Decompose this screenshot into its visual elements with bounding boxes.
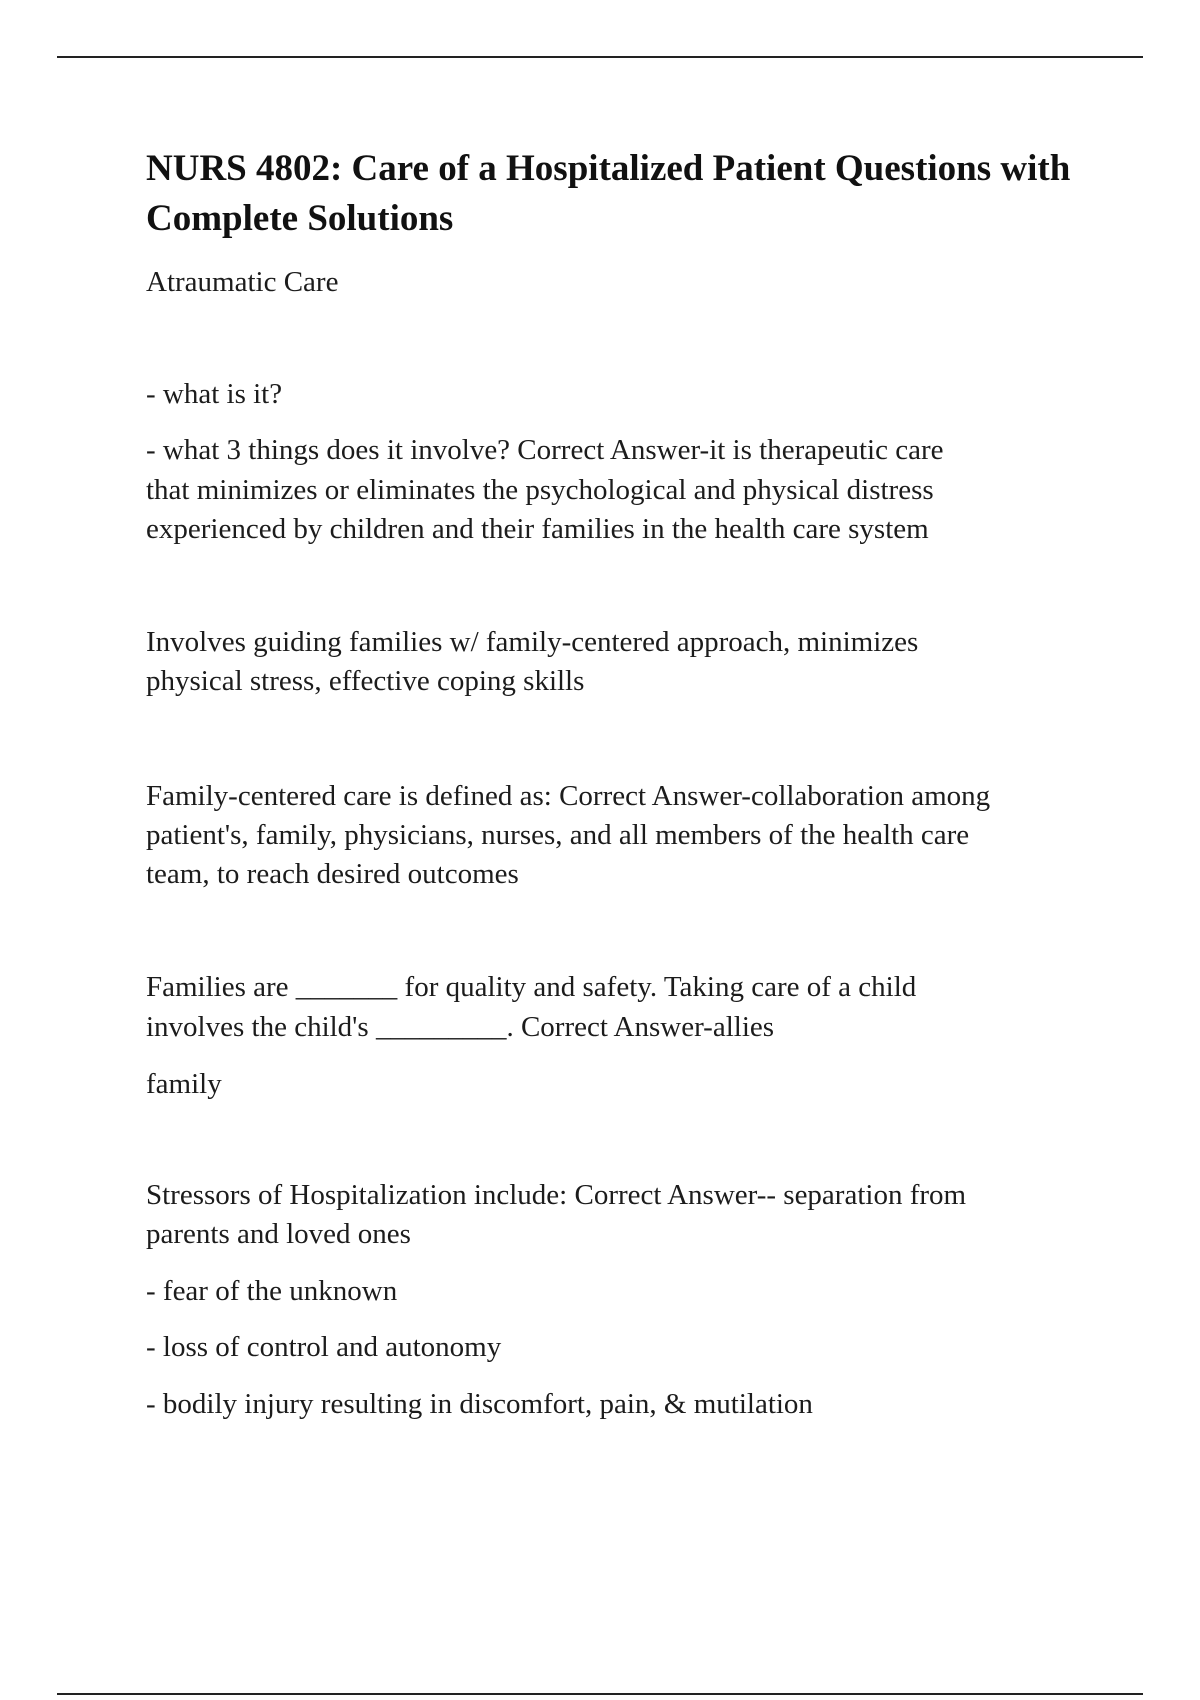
text-line: - bodily injury resulting in discomfort, pain, & mutilation: [146, 1388, 813, 1420]
text-line: team, to reach desired outcomes: [146, 858, 519, 890]
text-line: experienced by children and their families in the health care system: [146, 513, 929, 545]
header-rule: [57, 56, 1143, 58]
text-line: parents and loved ones: [146, 1218, 411, 1250]
text-line: patient's, family, physicians, nurses, and all members of the health care: [146, 819, 970, 851]
text-line: Families are _______ for quality and safety. Taking care of a child: [146, 971, 917, 1003]
text-line: - what 3 things does it involve? Correct Answer-it is therapeutic care: [146, 434, 944, 466]
text-line: physical stress, effective coping skills: [146, 665, 585, 697]
text-line: - fear of the unknown: [146, 1275, 398, 1307]
text-line: Family-centered care is defined as: Correct Answer-collaboration among: [146, 780, 991, 812]
text-line: Involves guiding families w/ family-centered approach, minimizes: [146, 626, 919, 658]
text-line: - loss of control and autonomy: [146, 1331, 502, 1363]
page-title: NURS 4802: Care of a Hospitalized Patient Questions with Complete Solutions: [146, 148, 1071, 239]
section-heading: Atraumatic Care: [146, 266, 339, 298]
text-line: - what is it?: [146, 378, 283, 410]
text-line: Stressors of Hospitalization include: Correct Answer-- separation from: [146, 1179, 967, 1211]
text-line: involves the child's _________. Correct Answer-allies: [146, 1011, 775, 1043]
footer-rule: [57, 1693, 1143, 1695]
text-line: family: [146, 1068, 222, 1100]
text-line: that minimizes or eliminates the psychological and physical distress: [146, 474, 934, 506]
